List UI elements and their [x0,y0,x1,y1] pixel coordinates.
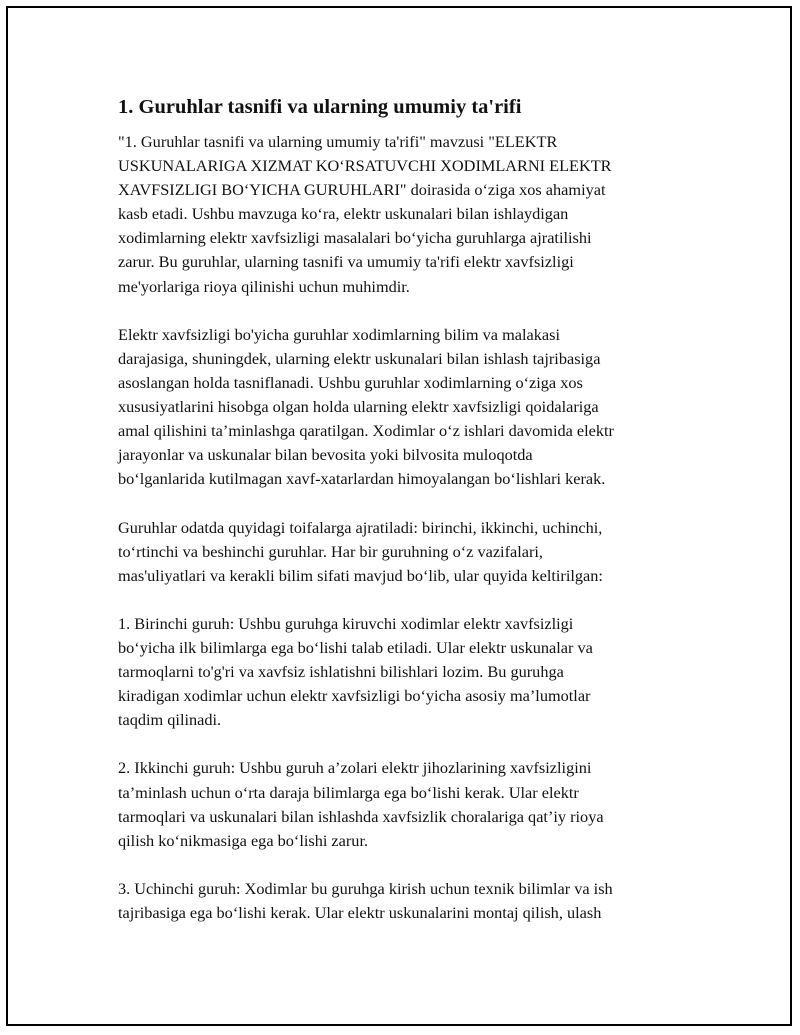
document-body [118,95,708,949]
paragraph-group-3: 3. Uchinchi guruh: Xodimlar bu guruhga kirish uchun texnik bilimlar va ish tajribasiga ega bo‘lishi kerak. Ular elektr uskunalarini montaj qilish, ulash [118,878,613,922]
paragraph-classification: Elektr xavfsizligi bo'yicha guruhlar xodimlarning bilim va malakasi darajasiga, shuningdek, ularning elektr uskunalari bilan ishlash tajribasiga asoslangan holda tasniflanadi. Ushbu guruhlar xodimlarning o‘ziga xos xususiyatlarini hisobga olgan holda ularning elektr xavfsizligi qoidalariga amal qilishini ta’minlashga qaratilgan. Xodimlar o‘z ishlari davomida elektr jarayonlar va uskunalar bilan bevosita yoki bilvosita muloqotda bo‘lganlarida kutilmagan xavf-xatarlardan himoyalangan bo‘lishlari kerak. [118,324,614,489]
paragraph-categories: Guruhlar odatda quyidagi toifalarga ajratiladi: birinchi, ikkinchi, uchinchi, to‘rtinchi va beshinchi guruhlar. Har bir guruhning o‘z vazifalari, mas'uliyatlari va kerakli bilim sifati mavjud bo‘lib, ular quyida keltirilgan: [118,517,603,585]
paragraph-intro: "1. Guruhlar tasnifi va ularning umumiy ta'rifi" mavzusi "ELEKTR USKUNALARIGA XIZMAT KO‘RSATUVCHI XODIMLARNI ELEKTR XAVFSIZLIGI BO‘YICHA GURUHLARI" doirasida o‘ziga xos ahamiyat kasb etadi. Ushbu mavzuga ko‘ra, elektr uskunalari bilan ishlaydigan xodimlarning elektr xavfsizligi masalalari bo‘yicha guruhlarga ajratilishi zarur. Bu guruhlar, ularning tasnifi va umumiy ta'rifi elektr xavfsizligi me'yorlariga rioya qilinishi uchun muhimdir. [118,132,612,296]
document-title: 1. Guruhlar tasnifi va ularning umumiy ta'rifi [118,96,522,118]
paragraph-group-1: 1. Birinchi guruh: Ushbu guruhga kiruvchi xodimlar elektr xavfsizligi bo‘yicha ilk bilimlarga ega bo‘lishi talab etiladi. Ular elektr uskunalar va tarmoqlarni to'g'ri va xavfsiz ishlatishni bilishlari lozim. Bu guruhga kiradigan xodimlar uchun elektr xavfsizligi bo‘yicha asosiy ma’lumotlar taqdim qilinadi. [118,613,593,730]
paragraph-group-2: 2. Ikkinchi guruh: Ushbu guruh a’zolari elektr jihozlarining xavfsizligini ta’minlash uchun o‘rta daraja bilimlarga ega bo‘lishi kerak. Ular elektr tarmoqlari va uskunalari bilan ishlashda xavfsizlik choralariga qat’iy rioya qilish ko‘nikmasiga ega bo‘lishi zarur. [118,758,604,850]
